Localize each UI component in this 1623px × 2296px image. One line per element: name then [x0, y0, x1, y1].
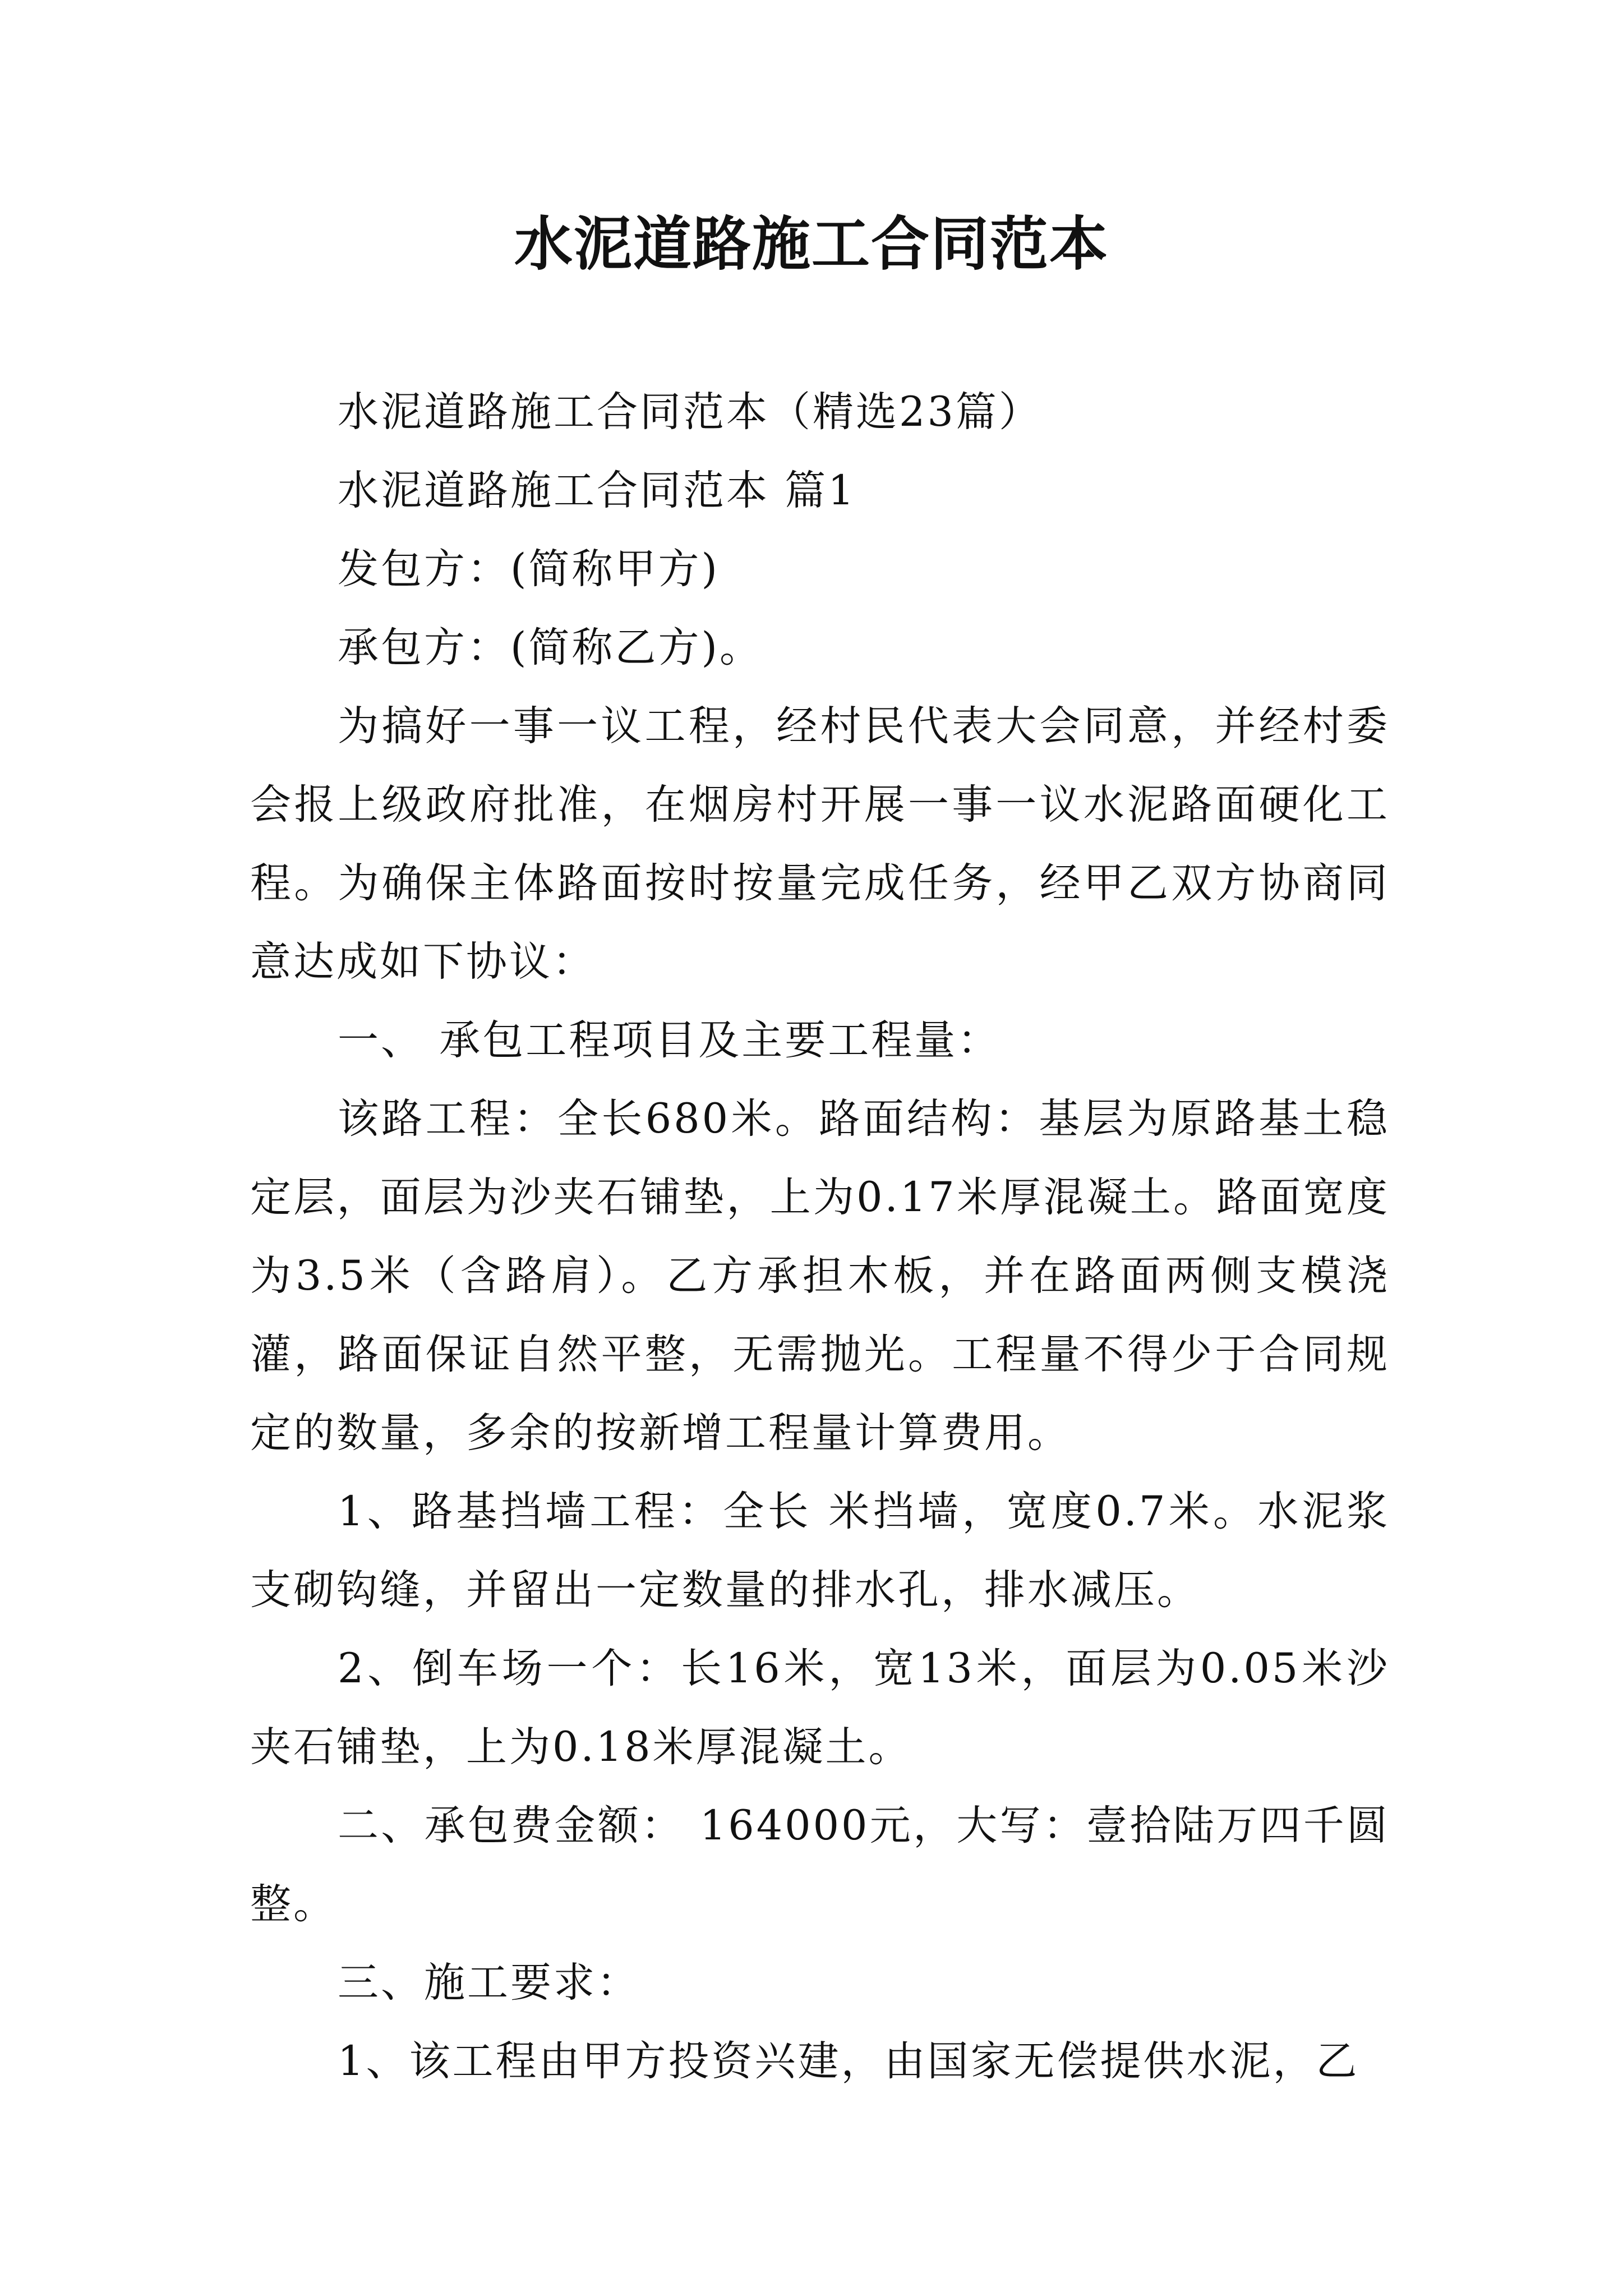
paragraph-road-works: 该路工程：全长680米。路面结构：基层为原路基土稳定层，面层为沙夹石铺垫，上为0.17米厚混凝土。路面宽度为3.5米（含路肩）。乙方承担木板，并在路面两侧支模浇灌，路面保证自然平整，无需抛光。工程量不得少于合同规定的数量，多余的按新增工程量计算费用。: [250, 1095, 1390, 1457]
paragraph-contract-amount: 二、承包费金额： 164000元，大写：壹拾陆万四千圆整。: [250, 1802, 1390, 1928]
paragraph-retaining-wall: 1、路基挡墙工程：全长 米挡墙，宽度0.7米。水泥浆支砌钩缝，并留出一定数量的排水孔，排水减压。: [250, 1488, 1390, 1614]
paragraph-clause-1-heading: 一、 承包工程项目及主要工程量：: [338, 1016, 1001, 1064]
paragraph-subtitle: 水泥道路施工合同范本（精选23篇）: [338, 388, 1042, 436]
paragraph-section-heading: 水泥道路施工合同范本 篇1: [338, 467, 856, 514]
paragraph-turnaround: 2、倒车场一个：长16米，宽13米，面层为0.05米沙夹石铺垫，上为0.18米厚混凝土。: [250, 1645, 1390, 1771]
paragraph-preamble: 为搞好一事一议工程，经村民代表大会同意，并经村委会报上级政府批准，在烟房村开展一事一议水泥路面硬化工程。为确保主体路面按时按量完成任务，经甲乙双方协商同意达成如下协议：: [250, 702, 1390, 986]
paragraph-party-b: 承包方：(简称乙方)。: [338, 624, 763, 671]
paragraph-construction-req-1: 1、该工程由甲方投资兴建，由国家无偿提供水泥，乙: [338, 2037, 1359, 2085]
paragraph-party-a: 发包方：(简称甲方): [338, 545, 720, 593]
paragraph-clause-3-heading: 三、施工要求：: [338, 1959, 640, 2007]
document-body: [250, 373, 1390, 2101]
document-title: 水泥道路施工合同范本: [514, 209, 1109, 278]
